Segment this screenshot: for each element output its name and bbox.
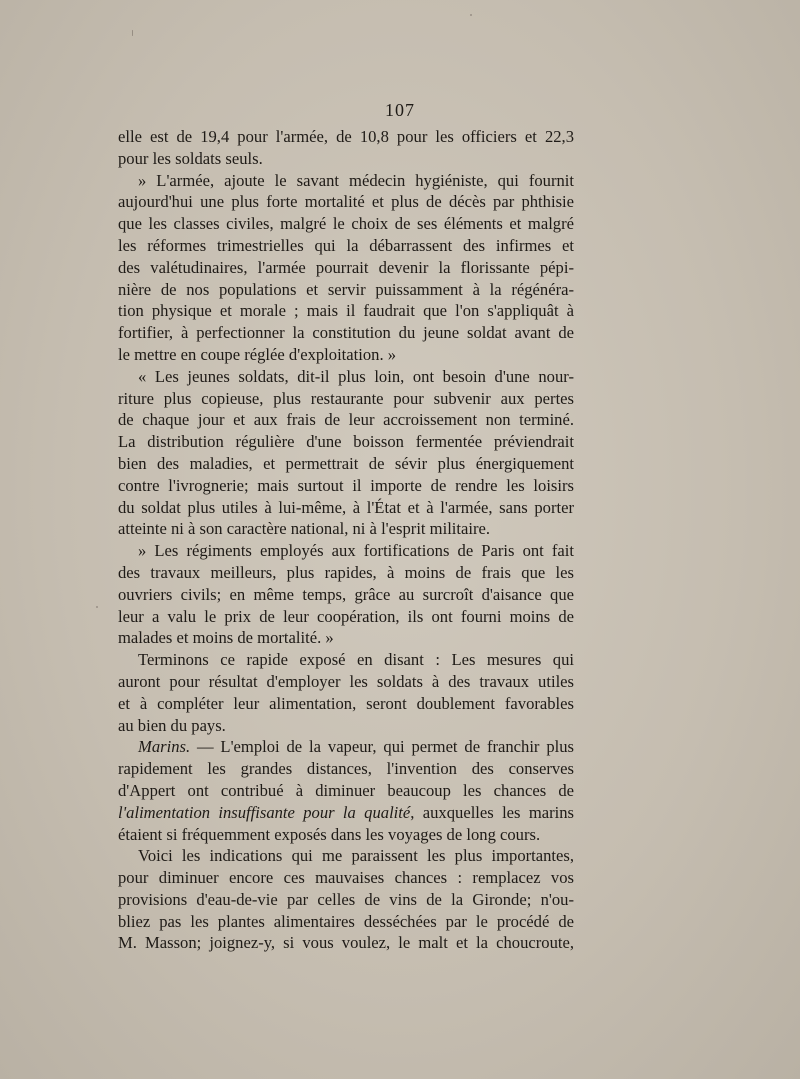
text-line: des valétudinaires, l'armée pourrait devenir la florissante pépi-: [118, 257, 574, 277]
text-line: Terminons ce rapide exposé en disant : Les mesures qui: [138, 650, 574, 670]
text-line: « Les jeunes soldats, dit-il plus loin, ont besoin d'une nour-: [138, 366, 574, 386]
text-line: Marins. — L'emploi de la vapeur, qui permet de franchir plus: [138, 737, 574, 757]
text-line: que les classes civiles, malgré le choix de ses éléments et malgré: [118, 214, 574, 234]
text-line: fortifier, à perfectionner la constitution du jeune soldat avant de: [118, 323, 574, 343]
text-line: le mettre en coupe réglée d'exploitation. »: [118, 344, 397, 364]
paper-speck: [470, 14, 472, 16]
text-line: » Les régiments employés aux fortifications de Paris ont fait: [138, 541, 574, 561]
text-line: aujourd'hui une plus forte mortalité et plus de décès par phthisie: [118, 192, 574, 212]
text-line: pour les soldats seuls.: [118, 148, 263, 168]
text-line: au bien du pays.: [118, 715, 226, 735]
text-line: riture plus copieuse, plus restaurante pour subvenir aux pertes: [118, 388, 574, 408]
text-line: étaient si fréquemment exposés dans les voyages de long cours.: [118, 824, 541, 844]
text-line: leur a valu le prix de leur coopération, ils ont fourni moins de: [118, 606, 574, 626]
text-line: des travaux meilleurs, plus rapides, à moins de frais que les: [118, 562, 574, 582]
paper-speck: [96, 606, 98, 608]
text-line: bien des maladies, et permettrait de sévir plus énergiquement: [118, 453, 574, 473]
text-line: l'alimentation insuffisante pour la qualité, auxquelles les marins: [118, 802, 575, 822]
text-line: et à compléter leur alimentation, seront doublement favorables: [118, 693, 574, 713]
text-line: M. Masson; joignez-y, si vous voulez, le malt et la choucroute,: [118, 933, 574, 953]
text-line: elle est de 19,4 pour l'armée, de 10,8 pour les officiers et 22,3: [118, 127, 574, 146]
paper-speck: [132, 30, 133, 36]
text-line: auront pour résultat d'employer les soldats à des travaux utiles: [118, 671, 574, 691]
body-text: [118, 126, 574, 954]
text-line: contre l'ivrognerie; mais surtout il importe de rendre les loisirs: [118, 475, 574, 495]
text-line: ouvriers civils; en même temps, grâce au surcroît d'aisance que: [118, 584, 574, 604]
text-line: malades et moins de mortalité. »: [118, 628, 334, 648]
text-line: rapidement les grandes distances, l'invention des conserves: [118, 759, 574, 779]
text-line: nière de nos populations et servir puissamment à la régénéra-: [118, 279, 574, 299]
text-line: du soldat plus utiles à lui-même, à l'État et à l'armée, sans porter: [118, 497, 574, 517]
text-line: provisions d'eau-de-vie par celles de vins de la Gironde; n'ou-: [118, 889, 574, 909]
text-line: La distribution régulière d'une boisson fermentée préviendrait: [118, 432, 574, 452]
text-line: d'Appert ont contribué à diminuer beaucoup les chances de: [118, 780, 574, 800]
page-number: 107: [385, 100, 415, 120]
text-line: de chaque jour et aux frais de leur accroissement non terminé.: [118, 410, 574, 430]
text-line: pour diminuer encore ces mauvaises chances : remplacez vos: [118, 868, 574, 888]
text-line: atteinte ni à son caractère national, ni à l'esprit militaire.: [118, 519, 491, 539]
text-line: » L'armée, ajoute le savant médecin hygiéniste, qui fournit: [138, 170, 574, 190]
text-line: les réformes trimestrielles qui la débarrassent des infirmes et: [118, 235, 574, 255]
text-line: bliez pas les plantes alimentaires desséchées par le procédé de: [118, 911, 574, 931]
text-line: tion physique et morale ; mais il faudrait que l'on s'appliquât à: [118, 301, 574, 321]
text-line: Voici les indications qui me paraissent les plus importantes,: [138, 846, 574, 866]
